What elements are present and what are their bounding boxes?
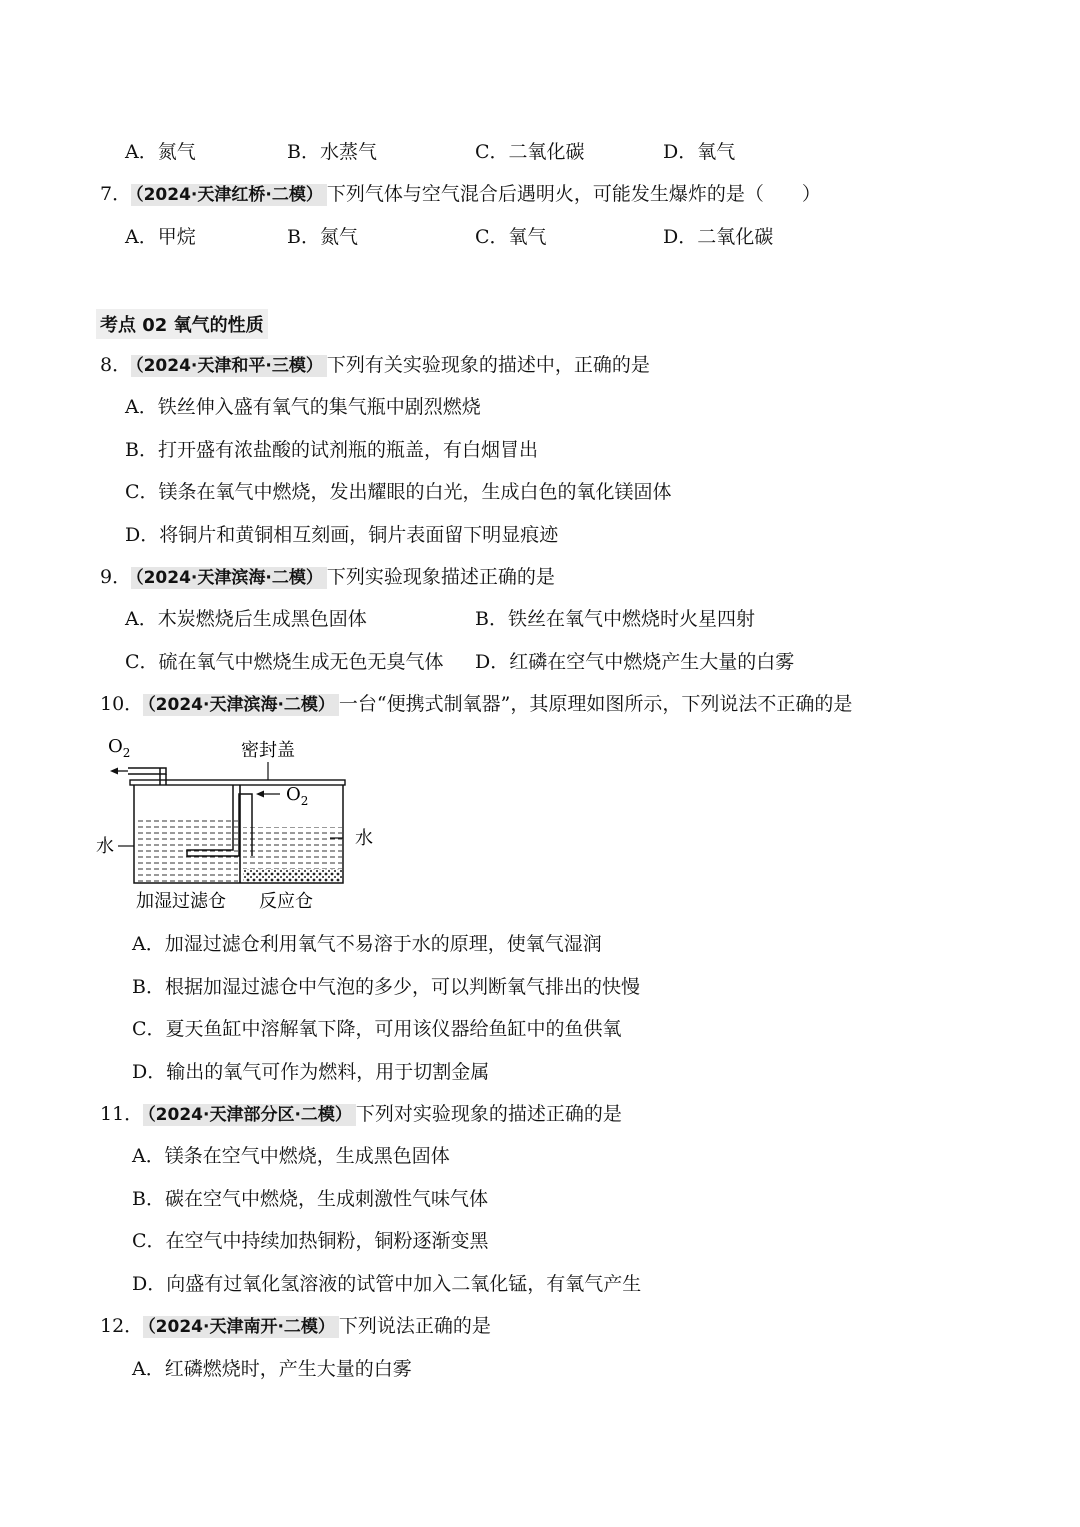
section-heading: 考点 02 氧气的性质 xyxy=(96,309,268,339)
water-label-left: 水 xyxy=(96,836,114,857)
question-source-tag: （2024·天津和平·三模） xyxy=(131,355,327,377)
o2-outlet-label: $O_2$ xyxy=(108,736,131,760)
question-source-tag: （2024·天津南开·二模） xyxy=(143,1316,339,1338)
oxygen-generator-diagram xyxy=(90,728,390,920)
question-12 xyxy=(100,1312,491,1341)
question-source-tag: （2024·天津红桥·二模） xyxy=(131,184,327,206)
q7-option-d: D．二氧化碳 xyxy=(663,226,774,248)
question-10 xyxy=(100,690,852,719)
question-11 xyxy=(100,1100,622,1129)
question-stem: 一台“便携式制氧器”，其原理如图所示，下列说法不正确的是 xyxy=(338,693,853,715)
q9-option-d: D．红磷在空气中燃烧产生大量的白雾 xyxy=(475,651,795,673)
q6-option-b: B．水蒸气 xyxy=(287,141,377,163)
q6-option-c: C．二氧化碳 xyxy=(475,141,585,163)
question-number: 7． xyxy=(100,183,132,205)
question-stem: 下列气体与空气混合后遇明火，可能发生爆炸的是（ ） xyxy=(326,183,821,205)
question-8 xyxy=(100,351,650,380)
q11-option-b: B．碳在空气中燃烧，生成刺激性气味气体 xyxy=(132,1188,488,1210)
sealed-lid-label: 密封盖 xyxy=(241,740,295,761)
question-number: 8． xyxy=(100,354,132,376)
question-stem: 下列对实验现象的描述正确的是 xyxy=(355,1103,622,1125)
question-stem: 下列有关实验现象的描述中，正确的是 xyxy=(326,354,650,376)
q10-option-d: D．输出的氧气可作为燃料，用于切割金属 xyxy=(132,1061,490,1083)
q7-option-a: A．甲烷 xyxy=(125,226,196,248)
q7-option-b: B．氮气 xyxy=(287,226,358,248)
question-source-tag: （2024·天津部分区·二模） xyxy=(143,1104,356,1126)
question-stem: 下列实验现象描述正确的是 xyxy=(326,566,555,588)
reactor-solid xyxy=(243,869,342,882)
q9-option-b: B．铁丝在氧气中燃烧时火星四射 xyxy=(475,608,755,630)
question-number: 9． xyxy=(100,566,132,588)
q6-option-d: D．氧气 xyxy=(663,141,736,163)
question-number: 10． xyxy=(100,693,144,715)
humidifier-water xyxy=(135,816,238,882)
reactor-water xyxy=(243,827,342,869)
q8-option-b: B．打开盛有浓盐酸的试剂瓶的瓶盖，有白烟冒出 xyxy=(125,439,538,461)
water-label-right: 水 xyxy=(355,828,373,849)
question-9 xyxy=(100,563,555,592)
q9-option-a: A．木炭燃烧后生成黑色固体 xyxy=(125,608,367,630)
reaction-chamber-label: 反应仓 xyxy=(259,891,313,912)
q8-option-a: A．铁丝伸入盛有氧气的集气瓶中剧烈燃烧 xyxy=(125,396,481,418)
q6-option-a: A．氮气 xyxy=(125,141,196,163)
q11-option-d: D．向盛有过氧化氢溶液的试管中加入二氧化锰，有氧气产生 xyxy=(132,1273,642,1295)
q8-option-d: D．将铜片和黄铜相互刻画，铜片表面留下明显痕迹 xyxy=(125,524,559,546)
q9-option-c: C．硫在氧气中燃烧生成无色无臭气体 xyxy=(125,651,444,673)
humidifier-chamber-label: 加湿过滤仓 xyxy=(136,891,226,912)
q10-option-c: C．夏天鱼缸中溶解氧下降，可用该仪器给鱼缸中的鱼供氧 xyxy=(132,1018,622,1040)
question-source-tag: （2024·天津滨海·二模） xyxy=(143,694,339,716)
q8-option-c: C．镁条在氧气中燃烧，发出耀眼的白光，生成白色的氧化镁固体 xyxy=(125,481,672,503)
o2-inlet-label: $O_2$ xyxy=(286,784,309,808)
question-7 xyxy=(100,180,821,209)
q11-option-c: C．在空气中持续加热铜粉，铜粉逐渐变黑 xyxy=(132,1230,489,1252)
question-number: 11． xyxy=(100,1103,144,1125)
q11-option-a: A．镁条在空气中燃烧，生成黑色固体 xyxy=(132,1145,450,1167)
question-stem: 下列说法正确的是 xyxy=(338,1315,491,1337)
q10-option-a: A．加湿过滤仓利用氧气不易溶于水的原理，使氧气湿润 xyxy=(132,933,602,955)
q12-option-a: A．红磷燃烧时，产生大量的白雾 xyxy=(132,1358,412,1380)
q7-option-c: C．氧气 xyxy=(475,226,547,248)
question-source-tag: （2024·天津滨海·二模） xyxy=(131,567,327,589)
sealed-lid xyxy=(130,780,345,785)
q10-option-b: B．根据加湿过滤仓中气泡的多少，可以判断氧气排出的快慢 xyxy=(132,976,640,998)
question-number: 12． xyxy=(100,1315,144,1337)
